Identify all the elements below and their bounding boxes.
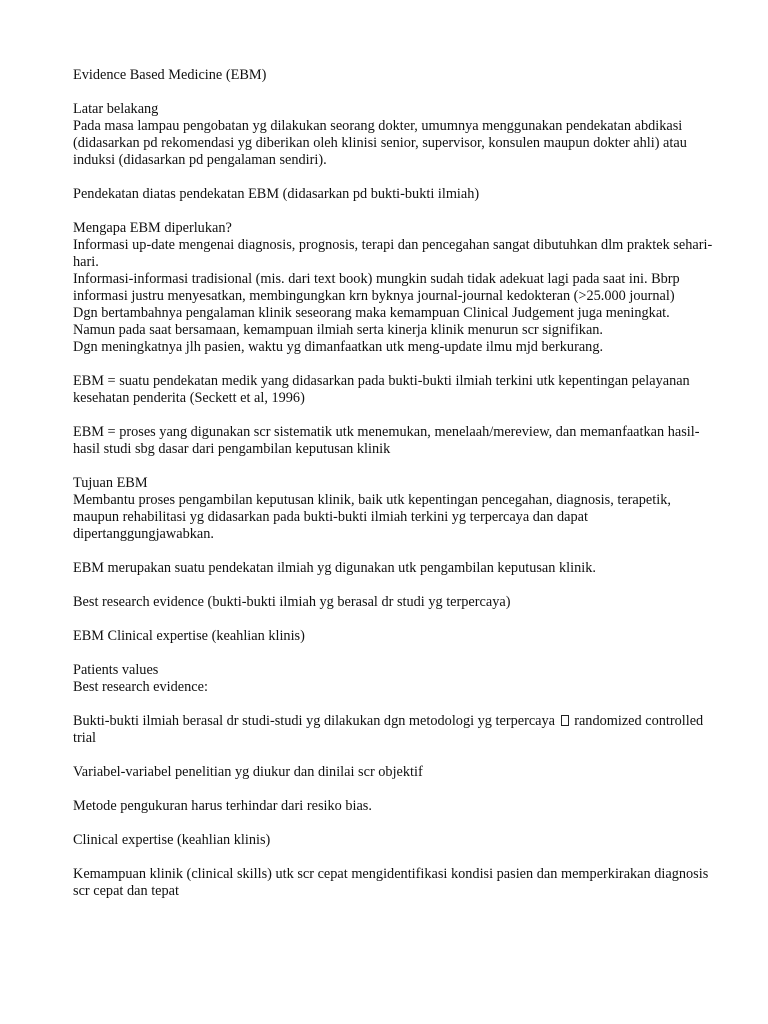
bukti-paragraph	[73, 713, 713, 747]
pendekatan-paragraph: Pendekatan diatas pendekatan EBM (didasarkan pd bukti-bukti ilmiah)	[73, 186, 480, 202]
tujuan-heading: Tujuan EBM	[73, 475, 148, 491]
mengapa-point-3: Dgn bertambahnya pengalaman klinik seseorang maka kemampuan Clinical Judgement juga meningkat. Namun pada saat bersamaan, kemampuan ilmiah serta kinerja klinik menurun scr signifikan.	[73, 305, 670, 338]
best-research-paragraph: Best research evidence (bukti-bukti ilmiah yg berasal dr studi yg terpercaya)	[73, 594, 511, 610]
clinical-expertise-line: EBM Clinical expertise (keahlian klinis)	[73, 628, 305, 644]
latar-heading: Latar belakang	[73, 101, 159, 117]
mengapa-point-4: Dgn meningkatnya jlh pasien, waktu yg dimanfaatkan utk meng-update ilmu mjd berkurang.	[73, 339, 604, 355]
section-tujuan	[73, 475, 713, 543]
clinical-expertise-heading: Clinical expertise (keahlian klinis)	[73, 832, 271, 848]
document-body	[73, 67, 713, 917]
ebm-definition-2: EBM = proses yang digunakan scr sistematik utk menemukan, menelaah/mereview, dan memanfaatkan hasil-hasil studi sbg dasar dari pengambilan keputusan klinik	[73, 424, 700, 457]
ebm-merupakan-paragraph: EBM merupakan suatu pendekatan ilmiah yg digunakan utk pengambilan keputusan klinik.	[73, 560, 596, 576]
mengapa-point-2: Informasi-informasi tradisional (mis. dari text book) mungkin sudah tidak adekuat lagi pada saat ini. Bbrp informasi justru menyesatkan, membingungkan krn byknya journal-journal kedokteran (>25.000 journal)	[73, 271, 680, 304]
best-research-heading: Best research evidence:	[73, 679, 208, 695]
patients-values-text: Patients values	[73, 662, 159, 678]
missing-glyph-box-icon	[561, 715, 569, 726]
section-patients-values	[73, 662, 713, 696]
bukti-text-part-2: randomized controlled trial	[73, 713, 704, 746]
section-latar-belakang	[73, 101, 713, 169]
bukti-text-part-1: Bukti-bukti ilmiah berasal dr studi-studi yg dilakukan dgn metodologi yg terpercaya	[73, 713, 556, 729]
mengapa-heading: Mengapa EBM diperlukan?	[73, 220, 232, 236]
variabel-paragraph: Variabel-variabel penelitian yg diukur dan dinilai scr objektif	[73, 764, 423, 780]
kemampuan-paragraph: Kemampuan klinik (clinical skills) utk scr cepat mengidentifikasi kondisi pasien dan memperkirakan diagnosis scr cepat dan tepat	[73, 866, 709, 899]
ebm-definition-1: EBM = suatu pendekatan medik yang didasarkan pada bukti-bukti ilmiah terkini utk kepentingan pelayanan kesehatan penderita (Seckett et al, 1996)	[73, 373, 690, 406]
metode-paragraph: Metode pengukuran harus terhindar dari resiko bias.	[73, 798, 372, 814]
mengapa-point-1: Informasi up-date mengenai diagnosis, prognosis, terapi dan pencegahan sangat dibutuhkan dlm praktek sehari-hari.	[73, 237, 713, 270]
tujuan-body: Membantu proses pengambilan keputusan klinik, baik utk kepentingan pencegahan, diagnosis, terapetik, maupun rehabilitasi yg didasarkan pada bukti-bukti ilmiah terkini yg terpercaya dan dapat dipertanggungjawabkan.	[73, 492, 671, 542]
latar-body: Pada masa lampau pengobatan yg dilakukan seorang dokter, umumnya menggunakan pendekatan abdikasi (didasarkan pd rekomendasi yg diberikan oleh klinisi senior, supervisor, konsulen maupun dokter ahli) atau induksi (didasarkan pd pengalaman sendiri).	[73, 118, 687, 168]
section-mengapa	[73, 220, 713, 356]
document-title: Evidence Based Medicine (EBM)	[73, 67, 267, 83]
